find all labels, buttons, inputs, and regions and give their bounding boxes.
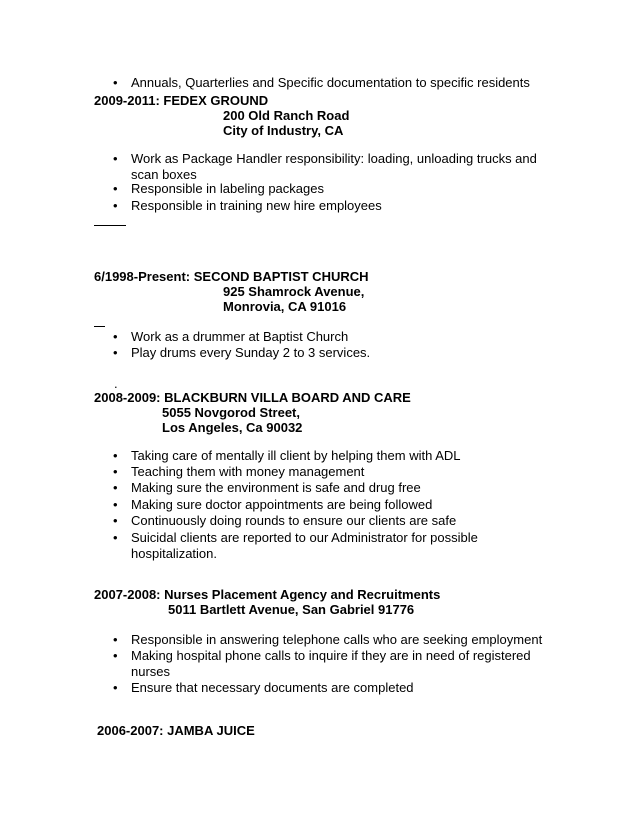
address-line: Los Angeles, Ca 90032	[162, 420, 303, 435]
job-heading-fedex: 2009-2011: FEDEX GROUND	[94, 93, 269, 108]
job-heading-jamba: 2006-2007: JAMBA JUICE	[97, 723, 255, 738]
job-heading-nurses: 2007-2008: Nurses Placement Agency and Recruitments	[94, 587, 441, 602]
job-heading-blackburn: 2008-2009: BLACKBURN VILLA BOARD AND CARE	[94, 390, 411, 405]
bullet-icon: •	[113, 448, 118, 463]
bullet-icon: •	[113, 680, 118, 695]
address-line: 200 Old Ranch Road	[223, 108, 350, 123]
bullet-icon: •	[113, 632, 118, 647]
address-line: 925 Shamrock Avenue,	[223, 284, 365, 299]
divider-rule	[94, 225, 126, 226]
bullet-icon: •	[113, 497, 118, 512]
address-line: City of Industry, CA	[223, 123, 344, 138]
bullet-icon: •	[113, 464, 118, 479]
stray-mark: .	[114, 376, 118, 391]
address-line: Monrovia, CA 91016	[223, 299, 347, 314]
job-heading-church: 6/1998-Present: SECOND BAPTIST CHURCH	[94, 269, 369, 284]
bullet-icon: •	[113, 648, 118, 663]
bullet-icon: •	[113, 345, 118, 360]
divider-rule	[94, 326, 105, 327]
bullet-icon: •	[113, 181, 118, 196]
bullet-icon: •	[113, 329, 118, 344]
bullet-icon: •	[113, 75, 118, 90]
bullet-icon: •	[113, 513, 118, 528]
address-line: 5055 Novgorod Street,	[162, 405, 300, 420]
bullet-icon: •	[113, 530, 118, 545]
bullet-icon: •	[113, 198, 118, 213]
address-line: 5011 Bartlett Avenue, San Gabriel 91776	[168, 602, 415, 617]
bullet-icon: •	[113, 151, 118, 166]
bullet-icon: •	[113, 480, 118, 495]
